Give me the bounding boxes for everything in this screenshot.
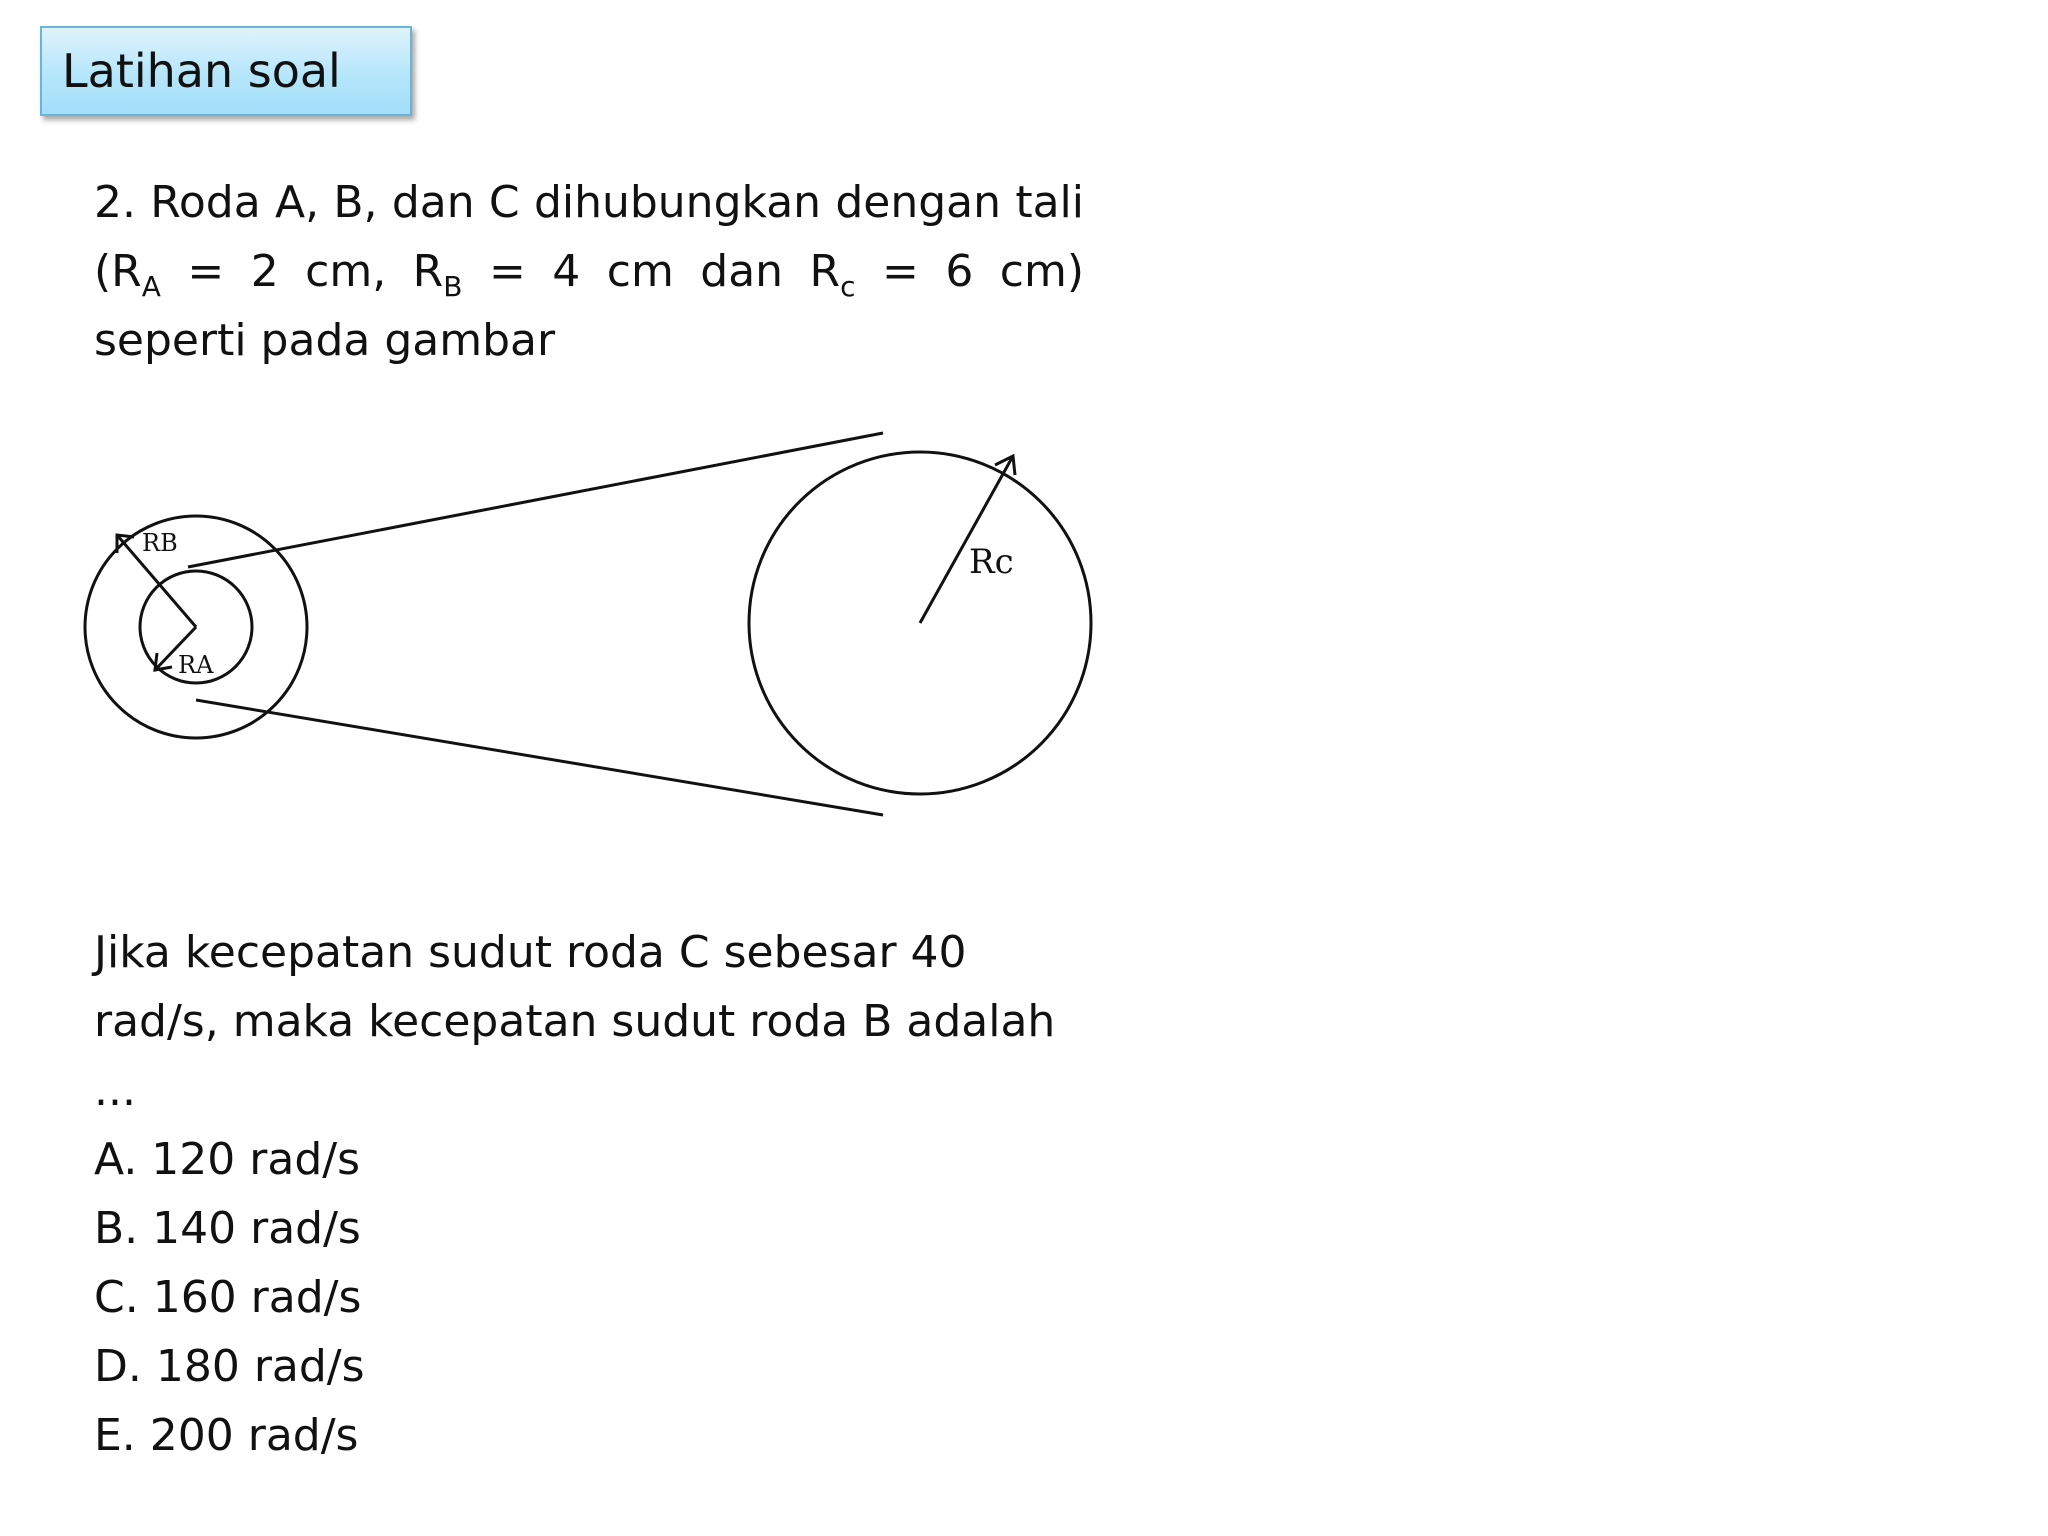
option-d[interactable]: D. 180 rad/s bbox=[94, 1341, 365, 1392]
question-prompt: Jika kecepatan sudut roda C sebesar 40 rad/s, maka kecepatan sudut roda B adalah ... bbox=[94, 927, 1056, 1116]
subscript-b: B bbox=[443, 270, 463, 303]
label-ra: RA bbox=[178, 651, 214, 679]
option-c[interactable]: C. 160 rad/s bbox=[94, 1272, 362, 1323]
option-e[interactable]: E. 200 rad/s bbox=[94, 1410, 359, 1461]
radius-c-line bbox=[920, 456, 1013, 623]
pulley-diagram bbox=[70, 405, 1110, 845]
subscript-c: c bbox=[840, 270, 856, 303]
subscript-a: A bbox=[141, 270, 161, 303]
slide-title-box bbox=[40, 26, 412, 116]
question-part-2: = 2 cm, R bbox=[160, 246, 444, 297]
slide-title: Latihan soal bbox=[62, 44, 341, 98]
question-text bbox=[94, 168, 1084, 375]
option-a[interactable]: A. 120 rad/s bbox=[94, 1134, 360, 1185]
question-part-4: = 6 cm) seperti pada gambar bbox=[94, 246, 1085, 366]
question-part-3: = 4 cm dan R bbox=[462, 246, 841, 297]
label-rc: Rc bbox=[969, 542, 1014, 582]
belt-upper bbox=[188, 433, 883, 567]
belt-lower bbox=[196, 700, 883, 815]
option-b[interactable]: B. 140 rad/s bbox=[94, 1203, 361, 1254]
question-part-1: 2. Roda A, B, dan C dihubungkan dengan tali (R bbox=[94, 177, 1084, 297]
label-rb: RB bbox=[142, 529, 178, 557]
answer-options bbox=[94, 1125, 365, 1470]
